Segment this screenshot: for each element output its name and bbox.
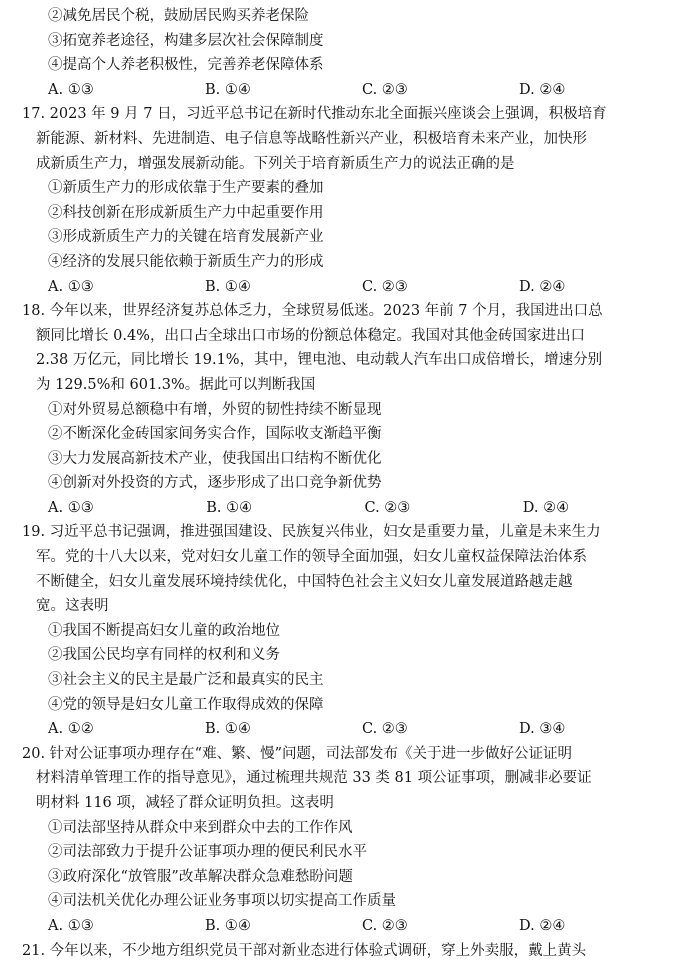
option-2: ②减免居民个税，鼓励居民购买养老保险	[48, 8, 309, 24]
choice-c[interactable]: C. ②③	[364, 499, 411, 516]
choice-d[interactable]: D. ③④	[519, 721, 566, 738]
choice-b[interactable]: B. ①④	[205, 278, 251, 295]
question-19	[22, 520, 681, 741]
option-1: ①对外贸易总额稳中有增，外贸的韧性持续不断显现	[48, 401, 382, 418]
option-4: ④司法机关优化办理公证业务事项以切实提高工作质量	[48, 893, 396, 910]
choice-a[interactable]: A. ①③	[48, 917, 94, 934]
answer-choices	[22, 275, 681, 300]
option-1: ①我国不断提高妇女儿童的政治地位	[48, 622, 280, 639]
question-stem: 20. 针对公证事项办理存在“难、繁、慢”问题，司法部发布《关于进一步做好公证证明	[22, 745, 572, 762]
option-2: ②司法部致力于提升公证事项办理的便民利民水平	[48, 844, 367, 861]
choice-a[interactable]: A. ①③	[48, 499, 94, 516]
choice-b[interactable]: B. ①④	[205, 721, 251, 738]
choice-b[interactable]: B. ①④	[206, 499, 253, 516]
choice-c[interactable]: C. ②③	[362, 81, 408, 98]
choice-d[interactable]: D. ②④	[522, 499, 570, 516]
question-stem: 材料清单管理工作的指导意见》，通过梳理共规范 33 类 81 项公证事项，删减非必要证	[36, 770, 592, 787]
option-2: ②科技创新在形成新质生产力中起重要作用	[48, 204, 324, 221]
question-stem: 21. 今年以来，不少地方组织党员干部对新业态进行体验式调研，穿上外卖服，戴上黄头	[22, 942, 587, 959]
option-2: ②不断深化金砖国家间务实合作，国际收支渐趋平衡	[48, 426, 382, 443]
question-20	[22, 742, 681, 939]
choice-c[interactable]: C. ②③	[362, 278, 408, 295]
question-stem: 宽。这表明	[36, 598, 109, 615]
question-stem: 成新质生产力，增强发展新动能。下列关于培育新质生产力的说法正确的是	[36, 155, 515, 172]
question-18	[22, 299, 681, 520]
question-17	[22, 102, 681, 299]
option-3: ③社会主义的民主是最广泛和最真实的民主	[48, 672, 324, 689]
choice-a[interactable]: A. ①②	[48, 721, 94, 738]
question-stem: 18. 今年以来，世界经济复苏总体乏力，全球贸易低迷。2023 年前 7 个月，我国进出口总	[22, 303, 603, 320]
question-stem: 军。党的十八大以来，党对妇女儿童工作的领导全面加强，妇女儿童权益保障法治体系	[36, 549, 587, 566]
choice-b[interactable]: B. ①④	[205, 81, 251, 98]
option-1: ①新质生产力的形成依靠于生产要素的叠加	[48, 180, 324, 197]
answer-choices	[22, 717, 681, 742]
question-stem: 为 129.5%和 601.3%。据此可以判断我国	[36, 376, 316, 393]
option-4: ④经济的发展只能依赖于新质生产力的形成	[48, 253, 324, 270]
question-stem: 2.38 万亿元，同比增长 19.1%，其中，锂电池、电动载人汽车出口成倍增长，增速分别	[36, 352, 603, 369]
question-stem: 17. 2023 年 9 月 7 日，习近平总书记在新时代推动东北全面振兴座谈会上强调，积极培育	[22, 106, 607, 123]
question-21	[22, 939, 681, 963]
choice-a[interactable]: A. ①③	[48, 81, 94, 98]
option-2: ②我国公民均享有同样的权利和义务	[48, 647, 280, 664]
choice-d[interactable]: D. ②④	[519, 81, 566, 98]
question-stem: 19. 习近平总书记强调，推进强国建设、民族复兴伟业，妇女是重要力量，儿童是未来生力	[22, 524, 601, 541]
question-stem: 新能源、新材料、先进制造、电子信息等战略性新兴产业，积极培育未来产业，加快形	[36, 130, 587, 147]
answer-choices	[22, 78, 681, 103]
option-4: ④创新对外投资的方式，逐步形成了出口竞争新优势	[48, 475, 382, 492]
option-1: ①司法部坚持从群众中来到群众中去的工作作风	[48, 819, 353, 836]
option-3: ③形成新质生产力的关键在培育发展新产业	[48, 229, 324, 246]
question-stem: 不断健全，妇女儿童发展环境持续优化，中国特色社会主义妇女儿童发展道路越走越	[36, 573, 573, 590]
choice-b[interactable]: B. ①④	[205, 917, 251, 934]
answer-choices	[22, 496, 681, 521]
option-3: ③政府深化“放管服”改革解决群众急难愁盼问题	[48, 868, 353, 885]
option-4: ④提高个人养老积极性，完善养老保障体系	[48, 57, 324, 74]
choice-d[interactable]: D. ②④	[519, 278, 566, 295]
choice-c[interactable]: C. ②③	[362, 721, 408, 738]
choice-c[interactable]: C. ②③	[362, 917, 408, 934]
option-3: ③拓宽养老途径，构建多层次社会保障制度	[48, 32, 324, 49]
option-3: ③大力发展高新技术产业，使我国出口结构不断优化	[48, 450, 382, 467]
choice-a[interactable]: A. ①③	[48, 278, 94, 295]
question-stem: 额同比增长 0.4%，出口占全球出口市场的份额总体稳定。我国对其他金砖国家进出口	[36, 327, 585, 344]
choice-d[interactable]: D. ②④	[519, 917, 566, 934]
question-stem: 明材料 116 项，减轻了群众证明负担。这表明	[36, 795, 334, 811]
answer-choices	[22, 914, 681, 939]
option-4: ④党的领导是妇女儿童工作取得成效的保障	[48, 696, 324, 713]
